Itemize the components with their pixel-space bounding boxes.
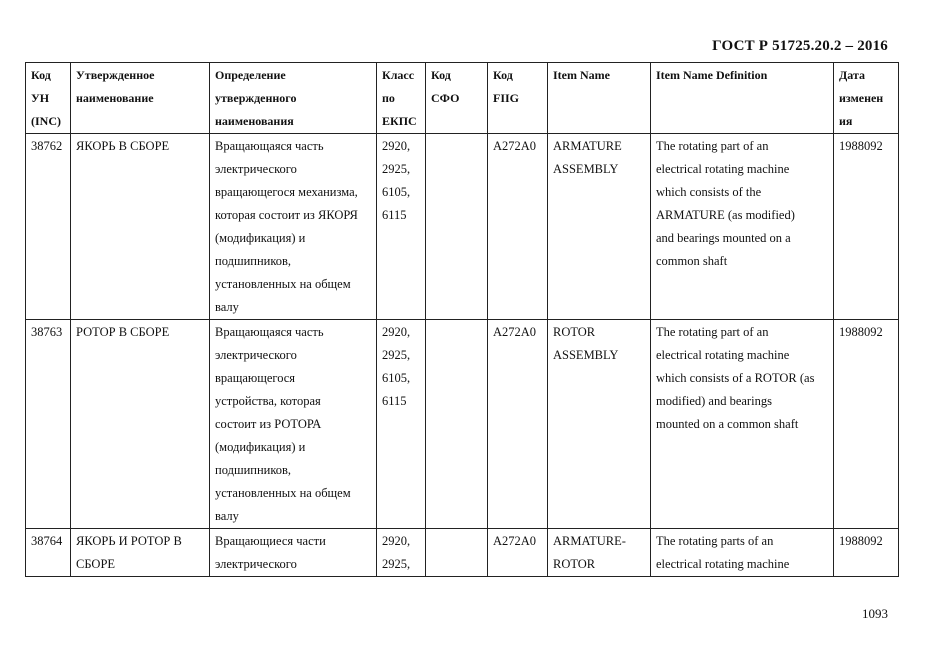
cell-inc (26, 134, 71, 320)
cell-line: A272A0 (493, 325, 537, 339)
cell-line: 2925, (382, 557, 411, 571)
cell-line: ROTOR (553, 325, 596, 339)
cell-line: which consists of the (656, 185, 762, 199)
cell-line: The rotating part of an (656, 325, 769, 339)
cell-line: 38763 (31, 325, 63, 339)
cell-line: Вращающаяся часть (215, 139, 324, 153)
cell-line: 2920, (382, 534, 411, 548)
header-line: Класс (382, 68, 415, 82)
cell-line: вращающегося (215, 371, 296, 385)
document-header: ГОСТ Р 51725.20.2 – 2016 (712, 38, 888, 54)
cell-ekps (377, 134, 426, 320)
cell-line: electrical rotating machine (656, 162, 790, 176)
table-body (26, 134, 899, 577)
cell-line: (модификация) и (215, 231, 306, 245)
cell-line: 38762 (31, 139, 63, 153)
cell-line: and bearings mounted on a (656, 231, 791, 245)
cell-fiig (488, 529, 548, 577)
header-line: Код (31, 68, 51, 82)
cell-line: ЯКОРЬ В СБОРЕ (76, 139, 170, 153)
cell-line: common shaft (656, 254, 728, 268)
cell-line: ARMATURE- (553, 534, 626, 548)
cell-line: ASSEMBLY (553, 162, 619, 176)
cell-item-name (548, 529, 651, 577)
cell-line: The rotating part of an (656, 139, 769, 153)
cell-name-ru (71, 134, 210, 320)
cell-line: which consists of a ROTOR (as (656, 371, 815, 385)
header-line: Item Name (553, 68, 610, 82)
cell-line: 6105, (382, 185, 411, 199)
cell-ekps (377, 529, 426, 577)
cell-line: электрического (215, 348, 297, 362)
header-line: Item Name Definition (656, 68, 768, 82)
header-line: ЕКПС (382, 114, 417, 128)
header-line: УН (31, 91, 50, 105)
cell-def-ru (210, 134, 377, 320)
cell-line: РОТОР В СБОРЕ (76, 325, 170, 339)
cell-line: 2920, (382, 139, 411, 153)
cell-item-name (548, 134, 651, 320)
header-line: по (382, 91, 395, 105)
header-line: Определение (215, 68, 286, 82)
cell-sfo (426, 529, 488, 577)
cell-line: A272A0 (493, 534, 537, 548)
cell-date (834, 134, 899, 320)
cell-line: mounted on a common shaft (656, 417, 799, 431)
cell-line: валу (215, 509, 239, 523)
cell-line: modified) and bearings (656, 394, 772, 408)
column-header-fiig (488, 63, 548, 134)
cell-line: установленных на общем (215, 277, 351, 291)
cell-line: состоит из РОТОРА (215, 417, 322, 431)
cell-sfo (426, 134, 488, 320)
cell-line: 6115 (382, 394, 407, 408)
table-row (26, 529, 899, 577)
cell-name-ru (71, 529, 210, 577)
cell-line: 6105, (382, 371, 411, 385)
column-header-date (834, 63, 899, 134)
cell-line: 2925, (382, 348, 411, 362)
header-line: ия (839, 114, 853, 128)
column-header-def-ru (210, 63, 377, 134)
cell-line: подшипников, (215, 463, 292, 477)
cell-fiig (488, 134, 548, 320)
cell-def-ru (210, 320, 377, 529)
cell-line: Вращающиеся части (215, 534, 326, 548)
cell-line: 38764 (31, 534, 63, 548)
cell-line: вращающегося механизма, (215, 185, 358, 199)
cell-line: ROTOR (553, 557, 596, 571)
cell-item-def (651, 529, 834, 577)
cell-sfo (426, 320, 488, 529)
header-line: Утвержденное (76, 68, 155, 82)
table-row (26, 134, 899, 320)
cell-name-ru (71, 320, 210, 529)
column-header-item-def (651, 63, 834, 134)
cell-inc (26, 320, 71, 529)
table-header-row (26, 63, 899, 134)
cell-line: СБОРЕ (76, 557, 116, 571)
cell-item-def (651, 320, 834, 529)
cell-line: ARMATURE (as modified) (656, 208, 795, 222)
table-row (26, 320, 899, 529)
header-line: СФО (431, 91, 460, 105)
cell-line: electrical rotating machine (656, 557, 790, 571)
header-line: Код (493, 68, 513, 82)
cell-line: подшипников, (215, 254, 292, 268)
cell-line: 2920, (382, 325, 411, 339)
header-line: утвержденного (215, 91, 297, 105)
cell-item-def (651, 134, 834, 320)
cell-line: устройства, которая (215, 394, 321, 408)
cell-date (834, 320, 899, 529)
column-header-item-name (548, 63, 651, 134)
cell-line: 1988092 (839, 139, 883, 153)
cell-line: electrical rotating machine (656, 348, 790, 362)
cell-line: которая состоит из ЯКОРЯ (215, 208, 358, 222)
cell-line: 6115 (382, 208, 407, 222)
cell-date (834, 529, 899, 577)
page-number: 1093 (862, 606, 888, 621)
header-line: Дата (839, 68, 865, 82)
column-header-ekps (377, 63, 426, 134)
cell-line: (модификация) и (215, 440, 306, 454)
column-header-name-ru (71, 63, 210, 134)
cell-line: валу (215, 300, 239, 314)
cell-line: 1988092 (839, 534, 883, 548)
cell-line: ARMATURE (553, 139, 622, 153)
classification-table (25, 62, 899, 577)
cell-line: ASSEMBLY (553, 348, 619, 362)
cell-inc (26, 529, 71, 577)
header-line: FIIG (493, 91, 520, 105)
cell-line: ЯКОРЬ И РОТОР В (76, 534, 182, 548)
cell-line: A272A0 (493, 139, 537, 153)
header-line: изменен (839, 91, 884, 105)
header-line: наименование (76, 91, 154, 105)
cell-ekps (377, 320, 426, 529)
cell-fiig (488, 320, 548, 529)
cell-line: установленных на общем (215, 486, 351, 500)
header-line: (INC) (31, 114, 61, 128)
cell-def-ru (210, 529, 377, 577)
cell-item-name (548, 320, 651, 529)
cell-line: Вращающаяся часть (215, 325, 324, 339)
column-header-sfo (426, 63, 488, 134)
header-line: Код (431, 68, 451, 82)
cell-line: 1988092 (839, 325, 883, 339)
cell-line: The rotating parts of an (656, 534, 774, 548)
column-header-inc (26, 63, 71, 134)
cell-line: 2925, (382, 162, 411, 176)
cell-line: электрического (215, 162, 297, 176)
cell-line: электрического (215, 557, 297, 571)
header-line: наименования (215, 114, 294, 128)
